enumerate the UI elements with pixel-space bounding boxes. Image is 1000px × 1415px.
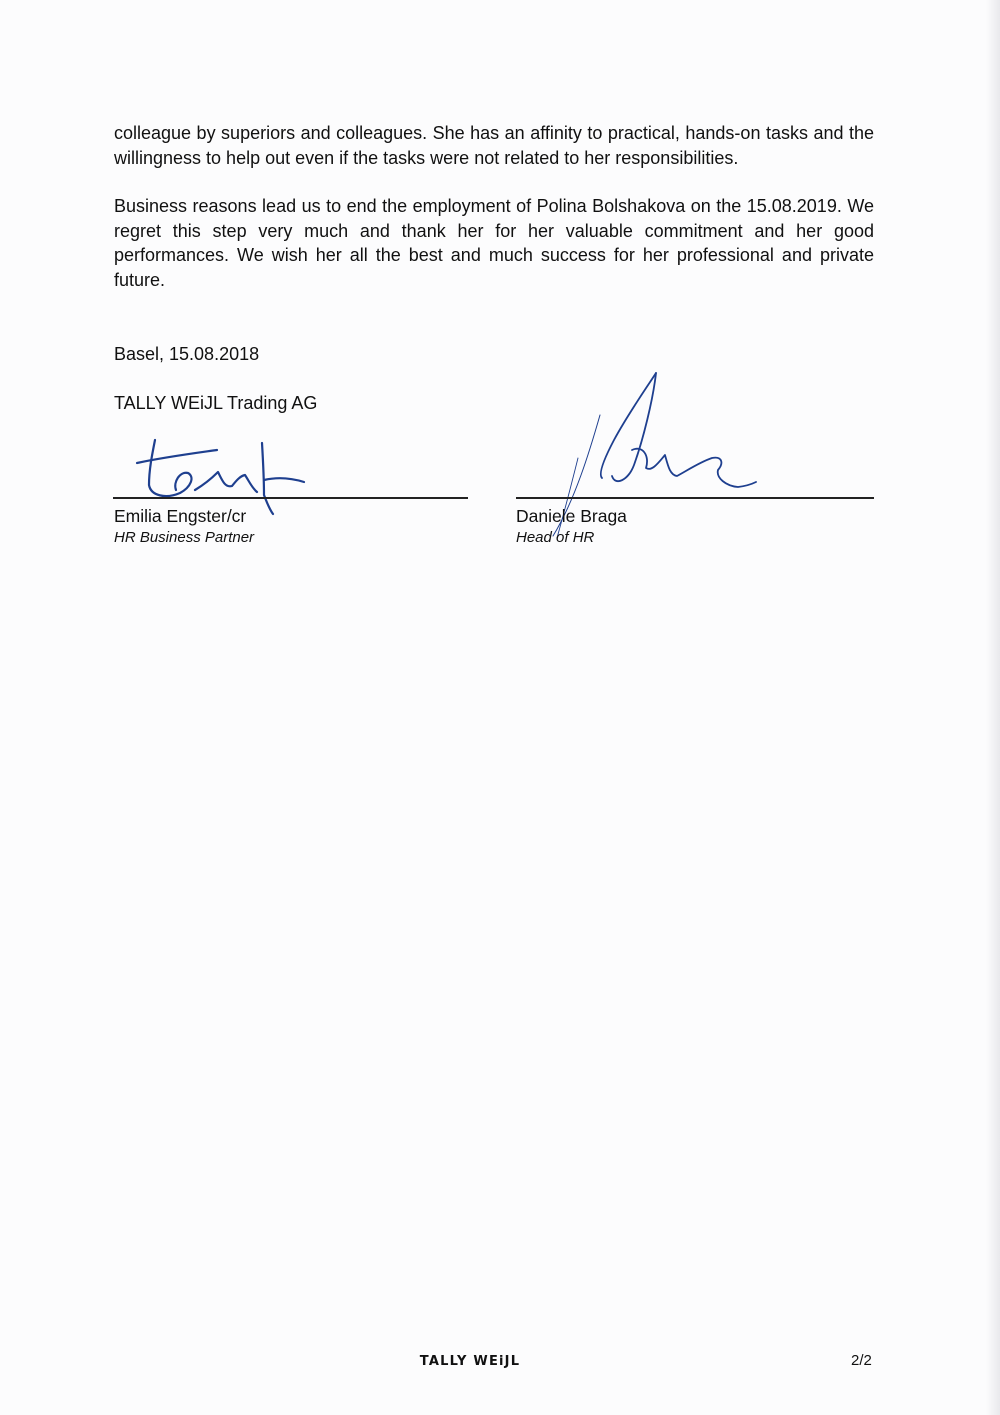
signature-line-right bbox=[516, 497, 874, 499]
body-paragraph-2: Business reasons lead us to end the employment of Polina Bolshakova on the 15.08.2019. We regret this step very much and thank her for her valuable commitment and her good performances. We wish her all the best and much success for her professional and private future. bbox=[114, 196, 874, 290]
place-date: Basel, 15.08.2018 bbox=[114, 344, 260, 364]
signature-line-left bbox=[113, 497, 468, 499]
signatory-name-1: Emilia Engster/cr bbox=[114, 506, 247, 526]
signatory-role-2: Head of HR bbox=[516, 529, 595, 546]
page-number: 2/2 bbox=[851, 1352, 872, 1369]
signatory-name-2: Daniele Braga bbox=[516, 506, 627, 526]
company-name: TALLY WEiJL Trading AG bbox=[114, 393, 318, 413]
footer-logo: TALLY WEiJL bbox=[419, 1354, 521, 1369]
signature-left bbox=[137, 440, 304, 514]
body-paragraph-1: colleague by superiors and colleagues. She has an affinity to practical, hands-on tasks and the willingness to help out even if the tasks were not related to her responsibilities. bbox=[114, 123, 874, 168]
page-edge-shadow bbox=[986, 0, 1000, 1415]
signatory-role-1: HR Business Partner bbox=[114, 529, 255, 546]
